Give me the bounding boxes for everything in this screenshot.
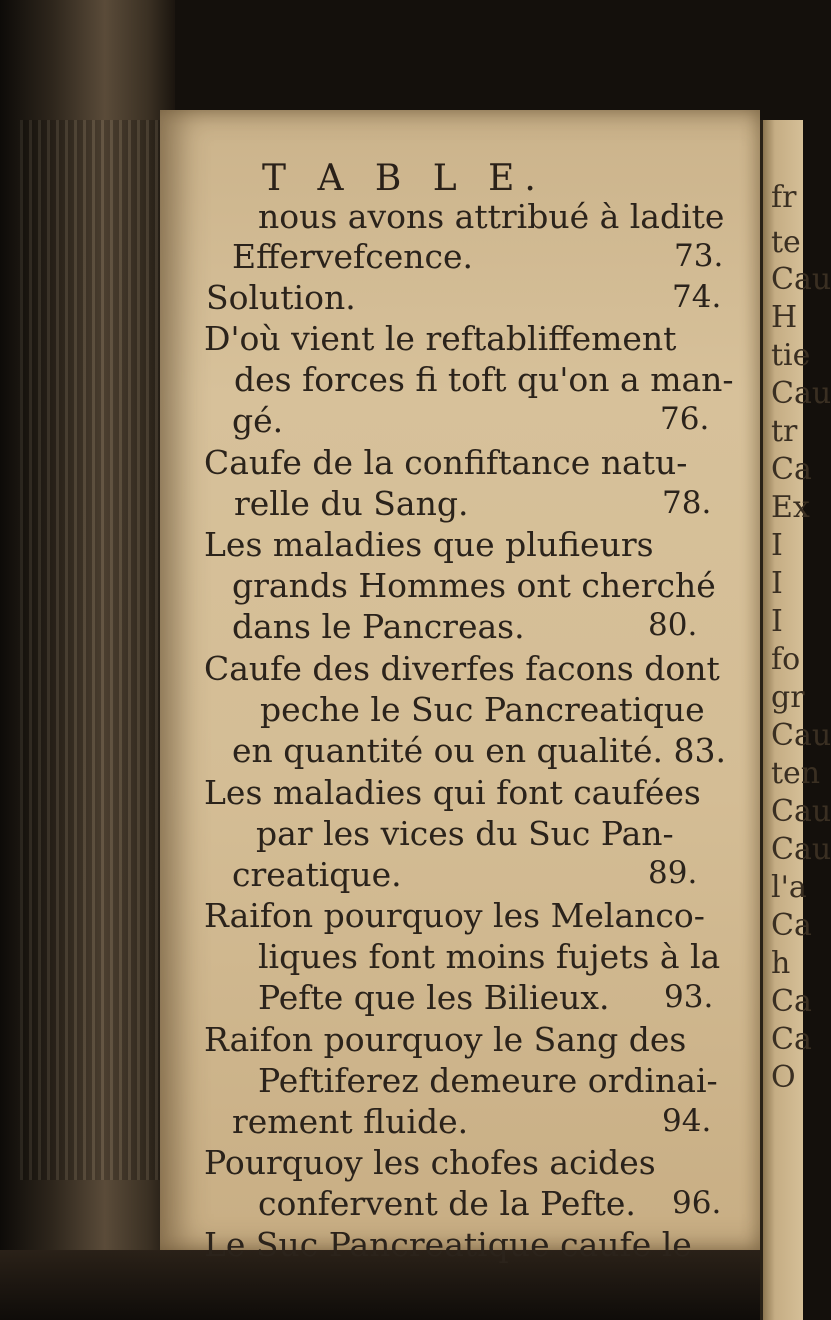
entry-page-number: 94. [662, 1103, 712, 1139]
next-page-text-fragment: O [771, 1060, 796, 1095]
entry-line: Solution. [206, 278, 356, 317]
entry-line: Raifon pourquoy le Sang des [204, 1020, 687, 1059]
entry-line: grands Hommes ont cherché [232, 566, 716, 605]
entry-line: creatique. [232, 855, 402, 894]
next-page-text-fragment: fr [771, 180, 797, 215]
entry-line: Caufe de la confiftance natu- [204, 443, 688, 482]
next-page-text-fragment: Ca [771, 908, 812, 943]
next-page-text-fragment: H [771, 300, 798, 335]
entry-line: nous avons attribué à ladite [258, 197, 725, 236]
next-page-text-fragment: I [771, 528, 783, 563]
entry-line: D'où vient le reftabliffement [204, 319, 677, 358]
next-page-text-fragment: Ex [771, 490, 810, 525]
next-page-text-fragment: fo [771, 642, 801, 677]
entry-line: rement fluide. [232, 1102, 469, 1141]
entry-line: gé. [232, 401, 284, 440]
next-page-text-fragment: Ca [771, 452, 812, 487]
entry-line: Pourquoy les chofes acides [204, 1143, 656, 1182]
entry-page-number: 74. [672, 279, 722, 315]
next-page-text-fragment: gr [771, 680, 805, 715]
entry-line: Les maladies qui font caufées [204, 773, 701, 812]
entry-line: par les vices du Suc Pan- [256, 814, 674, 853]
next-page-text-fragment: te [771, 225, 801, 260]
next-page-text-fragment: Cau [771, 794, 831, 829]
entry-page-number: 89. [648, 855, 698, 891]
entry-line: Les maladies que plufieurs [204, 525, 654, 564]
entry-line: Caufe des diverfes facons dont [204, 649, 720, 688]
next-page-text-fragment: tr [771, 414, 798, 449]
book-gutter [0, 0, 175, 1320]
next-page-text-fragment: l'a [771, 870, 807, 905]
entry-line: confervent de la Pefte. [258, 1184, 636, 1223]
next-page-text-fragment: Ca [771, 984, 812, 1019]
entry-page-number: 73. [674, 238, 724, 274]
entry-line: relle du Sang. [234, 484, 469, 523]
next-page-text-fragment: Cau [771, 718, 831, 753]
entry-line: Pefte que les Bilieux. [258, 978, 610, 1017]
entry-line: dans le Pancreas. [232, 607, 525, 646]
entry-page-number: 78. [662, 485, 712, 521]
next-page-text-fragment: Ca [771, 1022, 812, 1057]
next-page-text-fragment: Cau [771, 262, 831, 297]
entry-line: en quantité ou en qualité. 83. [232, 731, 726, 770]
next-page-text-fragment: ten [771, 756, 821, 791]
entry-page-number: 76. [660, 401, 710, 437]
entry-line: peche le Suc Pancreatique [260, 690, 705, 729]
next-page-text-fragment: I [771, 604, 783, 639]
entry-line: Raifon pourquoy les Melanco- [204, 896, 705, 935]
running-head: T A B L E. [262, 158, 546, 199]
next-page-text-fragment: h [771, 946, 791, 981]
entry-line: Le Suc Pancreatique caufe le [204, 1225, 692, 1264]
entry-line: Effervefcence. [232, 237, 473, 276]
entry-page-number: 93. [664, 979, 714, 1015]
next-page-text-fragment: tie [771, 338, 811, 373]
entry-page-number: 96. [672, 1185, 722, 1221]
entry-line: des forces fi toft qu'on a man- [234, 360, 734, 399]
page-edges [20, 120, 160, 1180]
next-page-text-fragment: Cau [771, 376, 831, 411]
entry-line: liques font moins fujets à la [258, 937, 721, 976]
entry-line: Peftiferez demeure ordinai- [258, 1061, 718, 1100]
next-page-text-fragment: Cau [771, 832, 831, 867]
entry-page-number: 80. [648, 607, 698, 643]
next-page-text-fragment: I [771, 566, 783, 601]
next-page-edge [760, 120, 831, 1320]
